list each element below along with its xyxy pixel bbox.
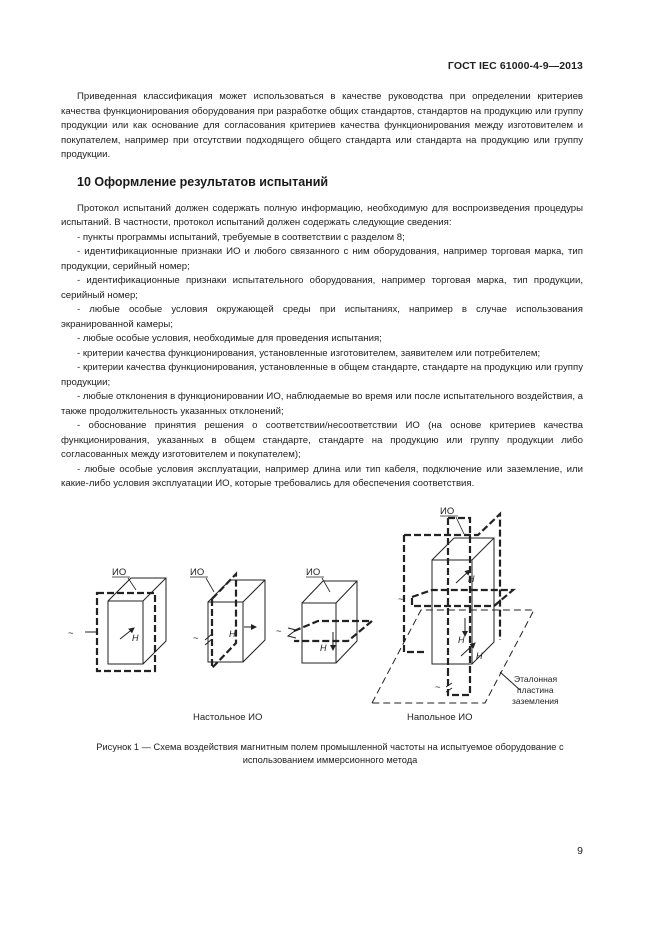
list-item: - пункты программы испытаний, требуемые в соответствии с разделом 8;: [77, 231, 405, 243]
field-label: H: [320, 643, 327, 653]
supply-tilde: ~: [398, 594, 404, 605]
field-label: H: [458, 635, 465, 645]
figure-caption: Рисунок 1 — Схема воздействия магнитным полем промышленной частоты на испытуемое оборудование с использованием иммерсионного метода: [96, 742, 564, 765]
field-label: H: [132, 633, 139, 643]
supply-tilde: ~: [276, 626, 282, 637]
ground-plane-label-line: заземления: [512, 696, 559, 706]
eut-label: ИО: [440, 506, 455, 517]
list-item: - идентификационные признаки ИО и любого связанного с ним оборудования, например торговая марка, тип продукции, серийный номер;: [61, 246, 583, 272]
list-item: - критерии качества функционирования, установленные в общем стандарте, стандарте на продукцию или группу продукции;: [61, 362, 583, 388]
field-label: H: [468, 574, 475, 584]
list-item: - обоснование принятия решения о соответствии/несоответствии ИО (на основе критериев качества функционирования, указанных в общем стандарте, стандарте на продукцию или группу продукции либо согласованных между изготовителем и покупателем);: [61, 420, 583, 460]
caption-table-eut: Настольное ИО: [193, 712, 263, 723]
section-lead: Протокол испытаний должен содержать полную информацию, необходимую для воспроизведения процедуры испытаний. В частности, протокол испытаний должен содержать следующие сведения:: [61, 202, 583, 228]
list-item: - любые особые условия, необходимые для проведения испытания;: [77, 333, 382, 344]
eut-label: ИО: [112, 567, 127, 578]
induction-loop-horizontal: [412, 590, 513, 606]
supply-tilde: ~: [68, 628, 74, 639]
list-item: - любые особые условия окружающей среды при испытаниях, например в случае использования экранированной камеры;: [61, 304, 583, 330]
list-item: - критерии качества функционирования, установленные изготовителем, заявителем или потребителем;: [77, 347, 541, 359]
induction-loop-outer: [404, 514, 500, 652]
ground-plane-label-line: Эталонная: [514, 674, 558, 684]
ground-plane-label-line: пластина: [517, 685, 554, 695]
field-label: H: [229, 629, 236, 639]
supply-tilde: ~: [435, 682, 441, 693]
caption-floor-eut: Напольное ИО: [407, 712, 473, 723]
list-item: - любые отклонения в функционировании ИО, наблюдаемые во время или после испытательного воздействия, а также продолжительность указанных отклонений;: [61, 391, 583, 417]
eut-label: ИО: [306, 567, 321, 578]
cube-table-vertical: [205, 574, 265, 668]
ground-plane: [372, 610, 534, 703]
induction-loop: [212, 574, 236, 668]
list-item: - любые особые условия эксплуатации, например длина или тип кабеля, подключение или заземление, или какие-либо условия эксплуатации ИО, которые требовались для обеспечения соответствия.: [61, 463, 583, 489]
cube-table-horizontal: [85, 578, 166, 671]
field-label: H: [476, 651, 483, 661]
section-title: 10 Оформление результатов испытаний: [77, 175, 329, 189]
document-header: ГОСТ IEC 61000-4-9—2013: [447, 60, 583, 72]
list-item: - идентификационные признаки испытательного оборудования, например торговая марка, тип продукции, серийный номер;: [61, 275, 583, 301]
cube-table-horizontal-2: [288, 581, 372, 663]
cube-floor: [372, 514, 534, 703]
page-number: 9: [577, 845, 583, 857]
supply-tilde: ~: [193, 633, 199, 644]
induction-loop: [97, 593, 155, 671]
loop-lead: [288, 628, 296, 638]
intro-text: Приведенная классификация может использоваться в качестве руководства при определении критериев качества функционирования оборудования при разработке общих стандартов, стандартов на продукцию или группу продукции или как основание для согласования критериев качества функционирования между изготовителем и покупателем, например при отсутствии подходящего общего стандарта или стандарта на продукцию или группу продукции.: [61, 91, 583, 160]
eut-label: ИО: [190, 567, 205, 578]
